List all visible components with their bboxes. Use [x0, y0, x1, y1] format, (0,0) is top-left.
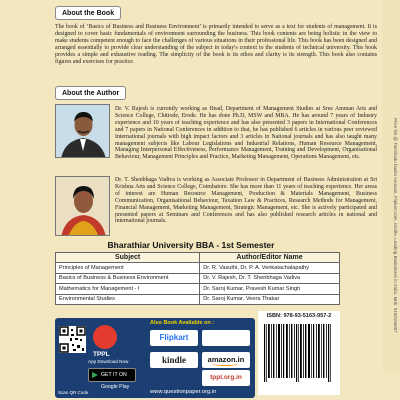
table-cell-subject: Environmental Studies: [56, 294, 200, 305]
table-row: [56, 263, 340, 274]
table-cell-subject: Basics of Business & Business Environment: [56, 273, 200, 284]
table-cell-author: Dr. Saroj Kumar, Pravesh Kumar Singh: [200, 284, 340, 295]
table-header-subject: Subject: [56, 253, 200, 263]
table-cell-author: Dr. R. Vasuthi, Dr. P. A. Venkatachalapathy: [200, 263, 340, 274]
author1-photo: [55, 104, 110, 158]
amazon-label: amazon.in: [207, 355, 245, 364]
table-cell-author: Dr. V. Rajesh, Dr. T. Shenbhaga Vadiva: [200, 273, 340, 284]
author2-portrait-icon: [56, 177, 110, 236]
book-spine: [382, 0, 400, 372]
table-row: [56, 284, 340, 295]
table-row: [56, 294, 340, 305]
subjects-table: [55, 252, 340, 305]
store-logo-placeholder: [202, 330, 250, 346]
google-play-badge[interactable]: [88, 368, 136, 390]
google-play-icon: [92, 372, 98, 378]
spine-text: Price list @ Tamilnadu books Amazon, Flipkart.com, Kindle, Leading Bookstores in India, Mob: 9150196007: [393, 118, 398, 333]
isbn-label: ISBN: 978-93-5163-957-2: [266, 313, 332, 319]
about-book-heading: About the Book: [55, 6, 121, 20]
flipkart-store-logo[interactable]: Flipkart: [150, 330, 198, 346]
table-row: [56, 273, 340, 284]
tppl-logo-icon: [93, 325, 117, 349]
barcode-icon: [258, 322, 340, 392]
table-header-row: [56, 253, 340, 263]
author1-portrait-icon: [56, 105, 110, 158]
store-availability-bar: [55, 318, 255, 398]
table-header-author: Author/Editor Name: [200, 253, 340, 263]
kindle-store-logo[interactable]: kindle: [150, 352, 198, 368]
tppl-name: TPPL: [93, 351, 110, 358]
google-play-label: GET IT ON Google Play: [101, 372, 130, 390]
amazon-store-logo[interactable]: [202, 352, 250, 368]
scan-qr-label: Scan QR Code: [58, 390, 89, 395]
about-book-text: The book of ‘Basics of Business and Business Environment’ is primarily intended to serve as a text for students of management. It is designed to cover basic fundamentals of environment surrounding the business. This book contents are being holistic in the view to make students competent enough to face the challenges of various situations in their professional life. This book has been designed and arranged essentially to provide clear understanding of the subject in today's context to the students of technical university. This book provides a simple and exhaustive reading. The simplicity of the book is its ethos and clarity is its strength. This book also contains figures and exercises for practice.: [55, 24, 377, 65]
amazon-smile-icon: [212, 362, 238, 366]
table-cell-author: Dr. Saroj Kumar, Veera Thakar: [200, 294, 340, 305]
author1-bio: Dr. V. Rajesh is currently working as Head, Department of Management Studies at Sree Amman Arts and Science College, Chittode, Erode. He has done Ph.D, MSW and MBA. He has around 7 years of Industry experience and 10 years of teaching experience and has also presented 3 papers in International Conferences and 7 papers in National Conferences in addition to that, he has published 6 articles in various peer reviewed International journals with high impact factors and 3 articles in National journals and has also taught many management subjects like Labour Legislations and Industrial Relations, Human Resource Management, Managing Interpersonal Effectiveness, Performance Management, Training and Development, Organisational Behaviour, Management Principles and Practice, Marketing Management, Operations Management, etc.: [115, 106, 377, 161]
isbn-block: [258, 311, 340, 395]
website-url[interactable]: www.questionpaper.org.in: [150, 389, 217, 395]
also-available-label: Also Book Available on :: [150, 320, 215, 326]
author2-bio: Dr. T. Shenbhaga Vadiva is working as Associate Professor in Department of Business Administration at Sri Krishna Arts and Science College, Coimbatore. She has more than 11 years of teaching experience. Her areas of interest are Human Resource Management, Production & Materials Management, Business Communication, Organisational Behaviour, Taxation Law & Practices, Research Methods for Management, Financial Management, Marketing Management, Strategic Management, etc. She is actively participated and presented papers at Seminars and Conferences and has also published research articles in national and international journals.: [115, 177, 377, 225]
about-author-heading: About the Author: [55, 86, 126, 100]
table-cell-subject: Principles of Management: [56, 263, 200, 274]
table-cell-subject: Mathematics for Management - I: [56, 284, 200, 295]
author2-photo: [55, 176, 110, 236]
university-title: Bharathiar University BBA - 1st Semester: [107, 240, 275, 250]
tppl-store-logo[interactable]: tppl.org.in: [202, 370, 250, 386]
app-download-note: App Download Now: [88, 359, 129, 364]
qr-code-icon[interactable]: [59, 326, 86, 353]
